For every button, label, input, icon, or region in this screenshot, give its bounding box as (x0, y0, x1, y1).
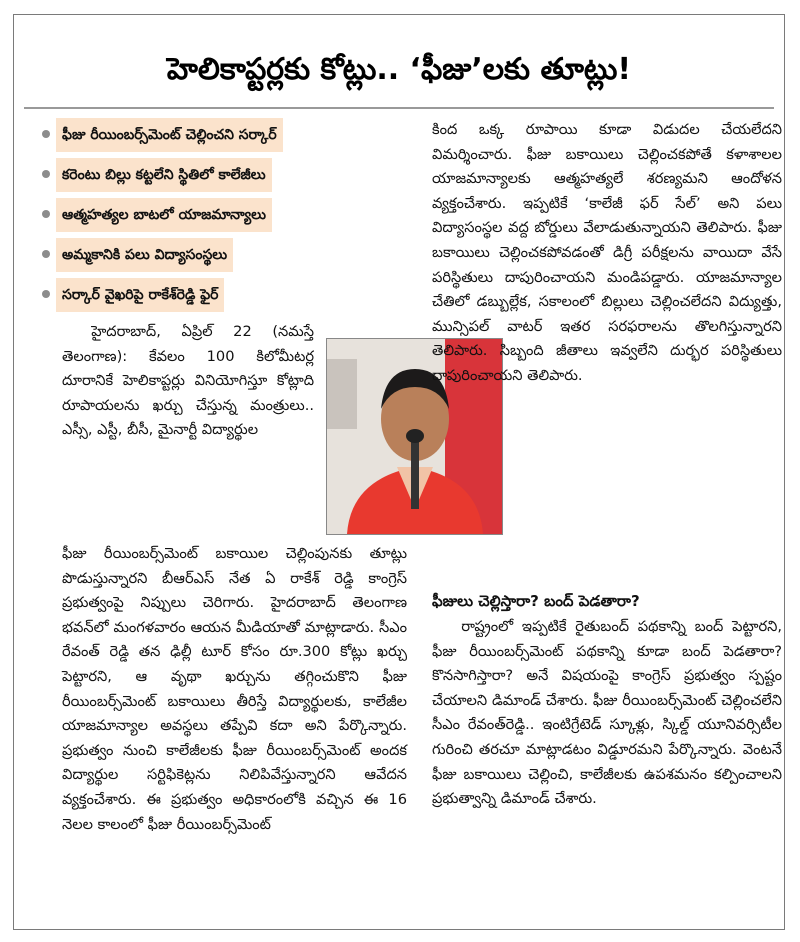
bullet-dot-icon (42, 170, 50, 178)
article-paragraph: రాష్ట్రంలో ఇప్పటికే రైతుబంద్ పథకాన్ని బంద్ పెట్టారని, ఫీజు రీయింబర్స్‌మెంట్ పథకాన్ని కూడా బంద్ పెడతారా? కొనసాగిస్తారా? అనే విషయంపై కాంగ్రెస్ ప్రభుత్వం స్పష్టం చేయాలని డిమాండ్ చేశారు. ఫీజు రీయింబర్స్‌మెంట్ చెల్లించలేని సీఎం రేవంత్‌రెడ్డి.. ఇంటిగ్రేటెడ్ స్కూళ్లు, స్కిల్డ్ యూనివర్సిటీల గురించి తరచూ మాట్లాడటం విడ్డూరమని పేర్కొన్నారు. వెంటనే ఫీజు బకాయిలు చెల్లించి, కాలేజీలకు ఉపశమనం కల్పించాలని ప్రభుత్వాన్ని డిమాండ్ చేశారు. (432, 618, 782, 808)
bullet-dot-icon (42, 210, 50, 218)
article-column-left-bottom (62, 542, 407, 837)
highlight-text: ఫీజు రీయింబర్స్‌మెంట్ చెల్లించని సర్కార్ (56, 118, 283, 152)
highlight-item (42, 278, 402, 312)
microphone-head (406, 429, 424, 443)
highlight-text: అమ్మకానికి పలు విద్యాసంస్థలు (56, 238, 233, 272)
article-column-right-top (432, 118, 782, 389)
highlight-text: సర్కార్ వైఖరిపై రాకేశ్‌రెడ్డి ఫైర్ (56, 278, 224, 312)
highlight-item (42, 198, 402, 232)
microphone-icon (411, 434, 419, 509)
article-column-left-top (62, 320, 314, 443)
bullet-dot-icon (42, 130, 50, 138)
headline: హెలికాప్టర్లకు కోట్లు.. ‘ఫీజు’లకు తూట్లు! (166, 52, 632, 87)
highlight-text: ఆత్మహత్యల బాటలో యాజమాన్యాలు (56, 198, 272, 232)
highlight-item (42, 238, 402, 272)
highlight-item (42, 158, 402, 192)
subheading: ఫీజులు చెల్లిస్తారా? బంద్ పెడతారా? (432, 592, 640, 610)
article-column-right-bottom (432, 615, 782, 812)
highlight-item (42, 118, 402, 152)
news-clipping (13, 14, 785, 930)
highlights-list (42, 118, 402, 318)
bullet-dot-icon (42, 290, 50, 298)
article-paragraph: హైదరాబాద్, ఏప్రిల్ 22 (నమస్తే తెలంగాణ): కేవలం 100 కిలోమీటర్ల దూరానికే హెలికాప్టర్లు వినియోగిస్తూ కోట్లాది రూపాయలను ఖర్చు చేస్తున్న మంత్రులు.. ఎస్సీ, ఎస్టీ, బీసీ, మైనార్టీ విద్యార్థుల (62, 323, 314, 439)
headline-divider (24, 107, 774, 109)
bullet-dot-icon (42, 250, 50, 258)
article-paragraph: ఫీజు రీయింబర్స్‌మెంట్ బకాయిల చెల్లింపునకు తూట్లు పొడుస్తున్నారని బీఆర్‌ఎస్ నేత ఏ రాకేశ్ రెడ్డి కాంగ్రెస్ ప్రభుత్వంపై నిప్పులు చెరిగారు. హైదరాబాద్ తెలంగాణ భవన్‌లో మంగళవారం ఆయన మీడియాతో మాట్లాడారు. సీఎం రేవంత్ రెడ్డి తన ఢిల్లీ టూర్ కోసం రూ.300 కోట్లు ఖర్చు పెట్టారని, ఆ వృథా ఖర్చును తగ్గించుకొని ఫీజు రీయింబర్స్‌మెంట్ బకాయిలు తీరిస్తే విద్యార్థులకు, కాలేజీల యాజమాన్యాల అవస్థలు తప్పేవి కదా అని పేర్కొన్నారు. ప్రభుత్వం నుంచి కాలేజీలకు ఫీజు రీయింబర్స్‌మెంట్ అందక విద్యార్థుల సర్టిఫికెట్లను నిలిపివేస్తున్నారని ఆవేదన వ్యక్తంచేశారు. ఈ ప్రభుత్వం అధికారంలోకి వచ్చిన ఈ 16 నెలల కాలంలో ఫీజు రీయింబర్స్‌మెంట్ (62, 545, 407, 833)
highlight-text: కరెంటు బిల్లు కట్టలేని స్థితిలో కాలేజీలు (56, 158, 272, 192)
photo-backdrop-panel (327, 359, 357, 429)
article-paragraph: కింద ఒక్క రూపాయి కూడా విడుదల చేయలేదని విమర్శించారు. ఫీజు బకాయిలు చెల్లించకపోతే కళాశాలల యాజమాన్యాలకు ఆత్మహత్యలే శరణ్యమని ఆందోళన వ్యక్తంచేశారు. ఇప్పటికే ‘కాలేజీ ఫర్ సేల్’ అని పలు విద్యాసంస్థల వద్ద బోర్డులు వేలాడుతున్నాయని తెలిపారు. ఫీజు బకాయిలు చెల్లించకపోవడంతో డిగ్రీ పరీక్షలను వాయిదా వేసే పరిస్థితులు దాపురించాయని మండిపడ్డారు. యాజమాన్యాల చేతిలో డబ్బుల్లేక, సకాలంలో బిల్లులు చెల్లించలేదని విద్యుత్తు, మున్సిపల్ వాటర్ ఇతర సరఫరాలను తొలగిస్తున్నారని తెలిపారు. సిబ్బంది జీతాలు ఇవ్వలేని దుర్భర పరిస్థితులు దాపురించాయని తెలిపారు. (432, 121, 782, 384)
